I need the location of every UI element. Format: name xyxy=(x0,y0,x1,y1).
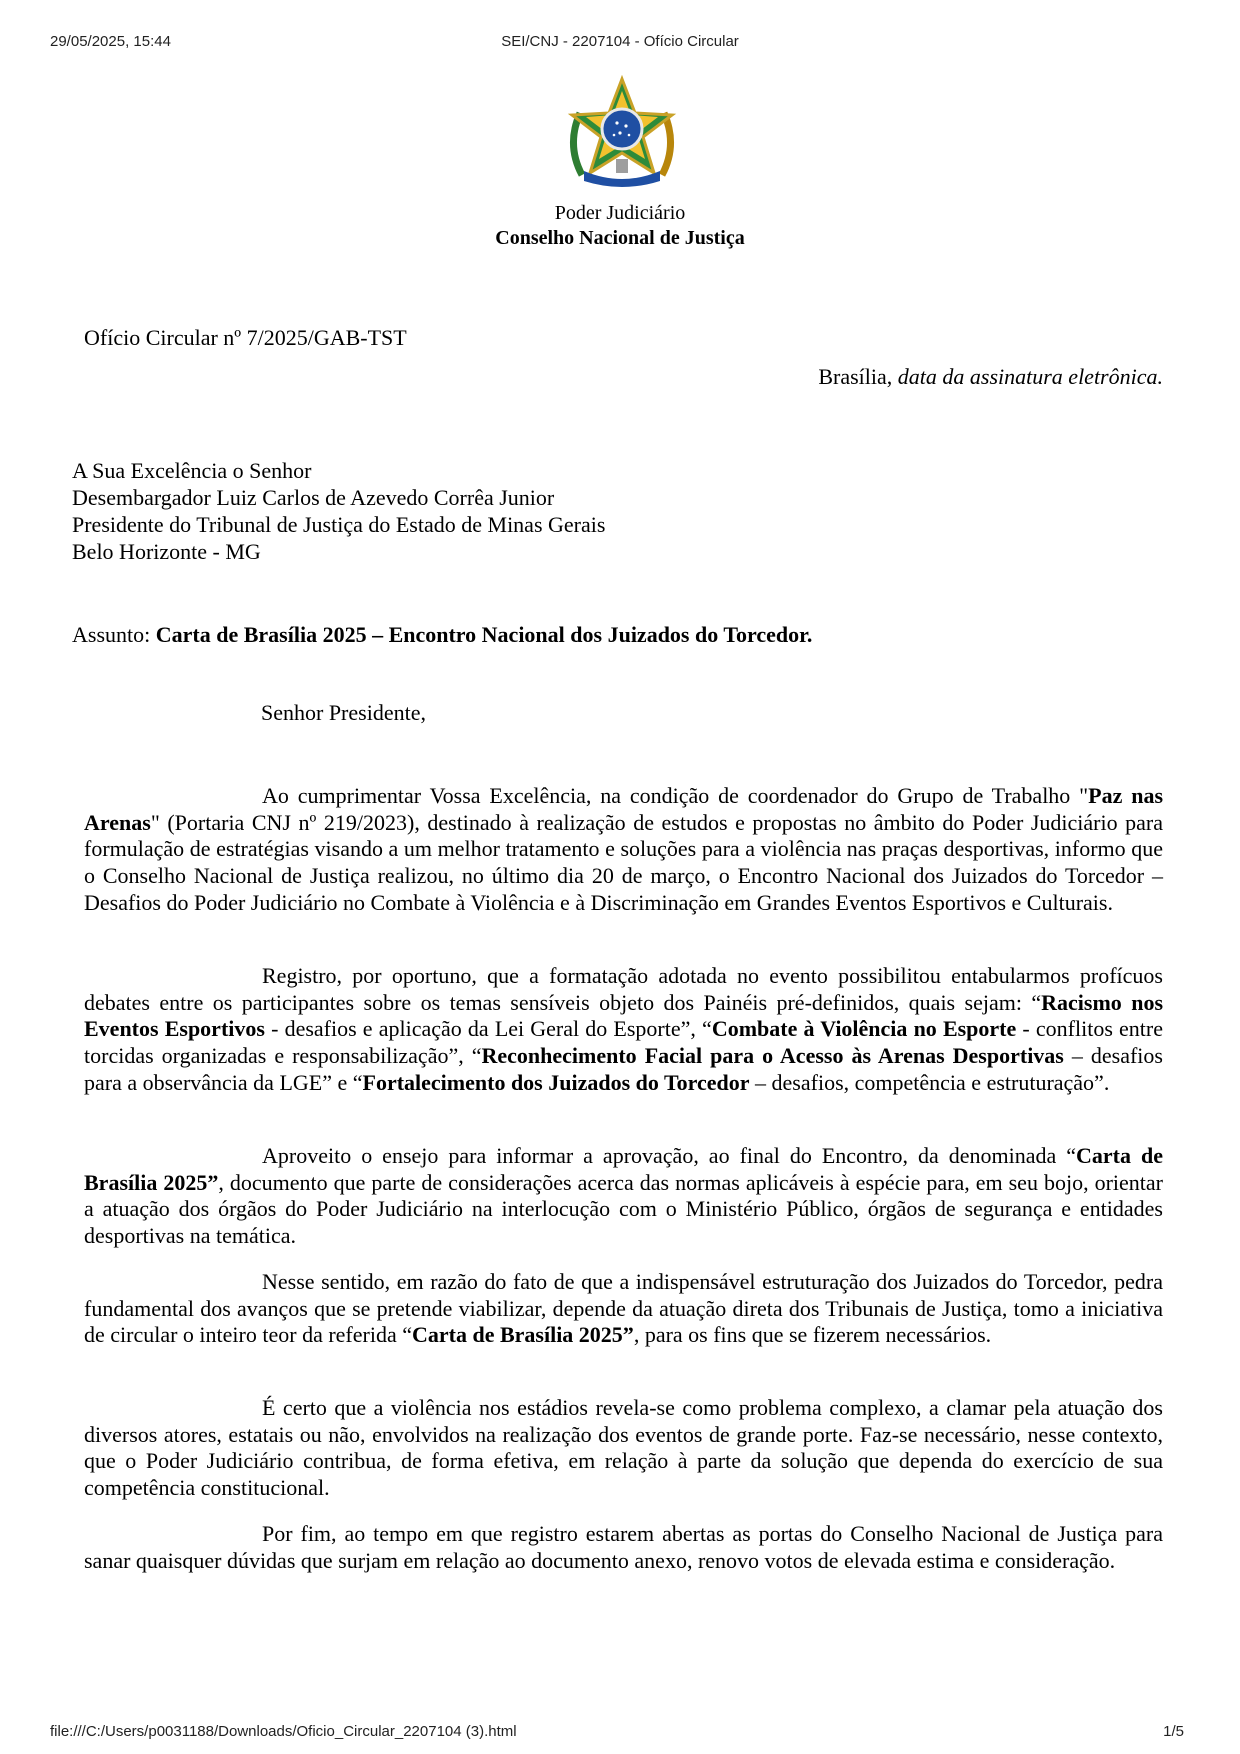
paragraph-5: É certo que a violência nos estádios revela-se como problema complexo, a clamar pela atuação dos diversos atores, estatais ou não, envolvidos na realização dos eventos de grande porte. Faz-se necessário, nesse contexto, que o Poder Judiciário contribua, de forma efetiva, em relação à parte da solução que dependa do exercício de sua competência constitucional. xyxy=(84,1395,1163,1501)
salutation: Senhor Presidente, xyxy=(261,700,426,725)
addressee-line3: Presidente do Tribunal de Justiça do Estado de Minas Gerais xyxy=(72,512,606,537)
subject-label: Assunto: xyxy=(72,622,156,647)
letterhead-line1: Poder Judiciário xyxy=(554,202,686,224)
subject-text: Carta de Brasília 2025 – Encontro Nacional dos Juizados do Torcedor. xyxy=(155,622,813,647)
subject-line xyxy=(72,622,812,648)
paragraph-2: Registro, por oportuno, que a formatação adotada no evento possibilitou entabularmos profícuos debates entre os participantes sobre os temas sensíveis objeto dos Painéis pré-definidos, quais sejam: “Racismo nos Eventos Esportivos - desafios e aplicação da Lei Geral do Esporte”, “Combate à Violência no Esporte - conflitos entre torcidas organizadas e responsabilização”, “Reconhecimento Facial para o Acesso às Arenas Desportivas – desafios para a observância da LGE” e “Fortalecimento dos Juizados do Torcedor – desafios, competência e estruturação”. xyxy=(84,963,1164,1095)
addressee-line2: Desembargador Luiz Carlos de Azevedo Corrêa Junior xyxy=(72,485,555,510)
paragraph-3: Aproveito o ensejo para informar a aprovação, ao final do Encontro, da denominada “Carta de Brasília 2025”, documento que parte de considerações acerca das normas aplicáveis à espécie para, em seu bojo, orientar a atuação dos órgãos do Poder Judiciário na interlocução com o Ministério Público, órgãos de segurança e entidades desportivas na temática. xyxy=(84,1143,1163,1249)
print-page-title: SEI/CNJ - 2207104 - Ofício Circular xyxy=(501,33,739,50)
paragraph-4: Nesse sentido, em razão do fato de que a indispensável estruturação dos Juizados do Torcedor, pedra fundamental dos avanços que se pretende viabilizar, depende da atuação direta dos Tribunais de Justiça, tomo a iniciativa de circular o inteiro teor da referida “Carta de Brasília 2025”, para os fins que se fizerem necessários. xyxy=(84,1269,1163,1348)
letterhead-line2: Conselho Nacional de Justiça xyxy=(495,227,745,249)
paragraph-6: Por fim, ao tempo em que registro estarem abertas as portas do Conselho Nacional de Justiça para sanar quaisquer dúvidas que surjam em relação ao documento anexo, renovo votos de elevada estima e consideração. xyxy=(84,1521,1163,1573)
print-datetime: 29/05/2025, 15:44 xyxy=(50,33,171,50)
print-page-number: 1/5 xyxy=(1163,1723,1184,1740)
print-file-path: file:///C:/Users/p0031188/Downloads/Oficio_Circular_2207104 (3).html xyxy=(50,1723,517,1740)
document-date-line xyxy=(818,364,1163,390)
addressee-line4: Belo Horizonte - MG xyxy=(72,539,261,564)
brazil-coat-of-arms-icon xyxy=(560,75,684,193)
addressee-line1: A Sua Excelência o Senhor xyxy=(72,458,312,483)
document-number: Ofício Circular nº 7/2025/GAB-TST xyxy=(84,325,407,350)
place: Brasília, xyxy=(818,364,898,389)
date-note: data da assinatura eletrônica. xyxy=(897,364,1163,389)
paragraph-1: Ao cumprimentar Vossa Excelência, na condição de coordenador do Grupo de Trabalho "Paz nas Arenas" (Portaria CNJ nº 219/2023), destinado à realização de estudos e propostas no âmbito do Poder Judiciário para formulação de estratégias visando a um melhor tratamento e soluções para a violência nas praças desportivas, informo que o Conselho Nacional de Justiça realizou, no último dia 20 de março, o Encontro Nacional dos Juizados do Torcedor – Desafios do Poder Judiciário no Combate à Violência e à Discriminação em Grandes Eventos Esportivos e Culturais. xyxy=(84,783,1164,915)
